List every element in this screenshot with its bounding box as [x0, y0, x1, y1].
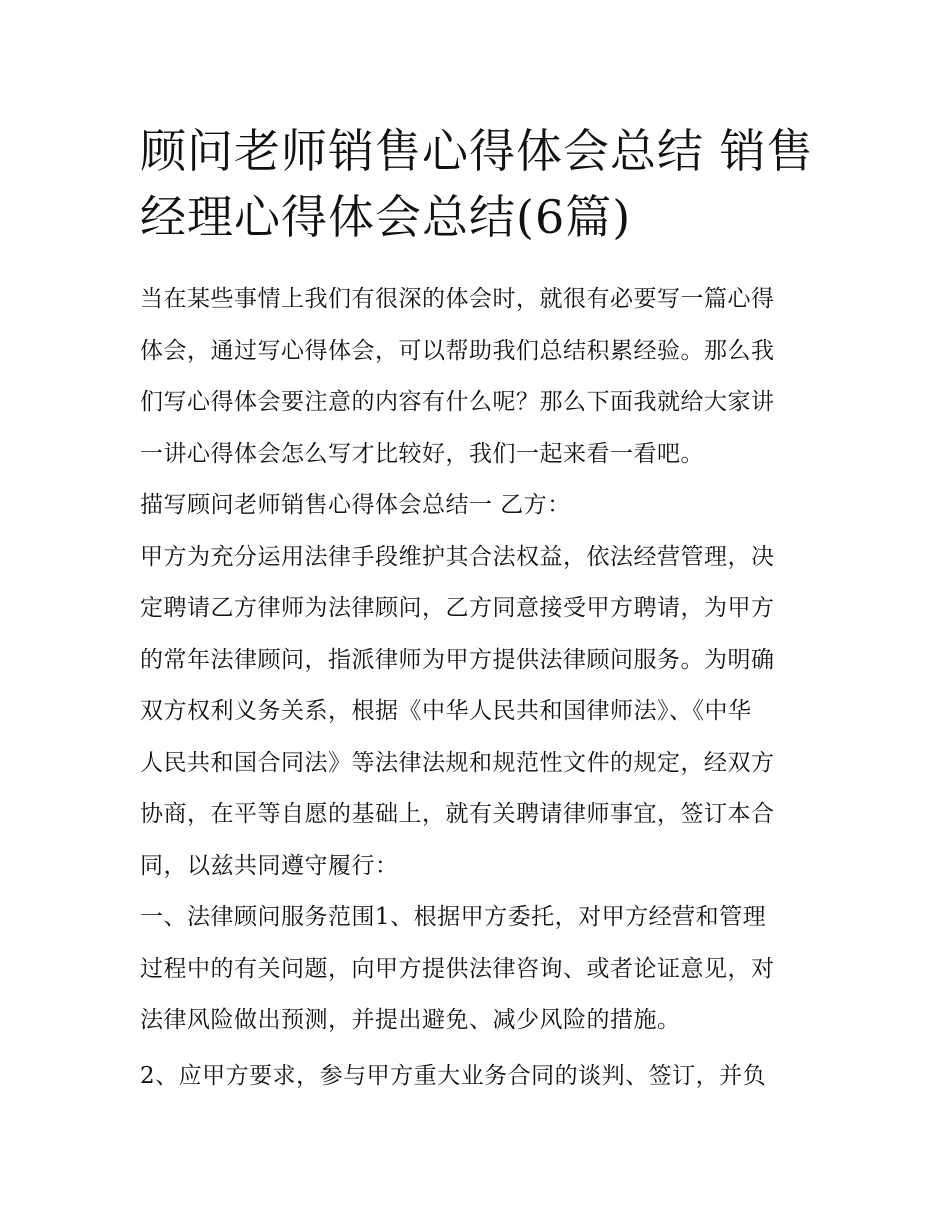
body-line: 甲方为充分运用法律手段维护其合法权益，依法经营管理，决: [140, 543, 775, 570]
body-line: 人民共和国合同法》等法律法规和规范性文件的规定，经双方: [140, 749, 775, 776]
body-line: 体会，通过写心得体会，可以帮助我们总结积累经验。那么我: [140, 337, 775, 364]
body-line: 2、应甲方要求，参与甲方重大业务合同的谈判、签订，并负: [140, 1062, 767, 1089]
body-line: 协商，在平等自愿的基础上，就有关聘请律师事宜，签订本合: [140, 801, 775, 827]
body-line: 法律风险做出预测，并提出避免、减少风险的措施。: [140, 1007, 681, 1033]
body-line: 定聘请乙方律师为法律顾问，乙方同意接受甲方聘请，为甲方: [140, 595, 775, 621]
body-line: 的常年法律顾问，指派律师为甲方提供法律顾问服务。为明确: [140, 646, 775, 673]
body-line: 一、法律顾问服务范围1、根据甲方委托，对甲方经营和管理: [140, 904, 767, 930]
body-line: 描写顾问老师销售心得体会总结一 乙方：: [140, 492, 571, 518]
body-line: 同，以兹共同遵守履行：: [140, 852, 399, 879]
document-body: [140, 274, 820, 1102]
body-line: 一讲心得体会怎么写才比较好，我们一起来看一看吧。: [140, 440, 704, 467]
document-title: 顾问老师销售心得体会总结 销售经理心得体会总结(6篇): [140, 124, 814, 244]
body-line: 当在某些事情上我们有很深的体会时，就很有必要写一篇心得: [140, 286, 775, 312]
document-page: [140, 118, 820, 1102]
body-line: 们写心得体会要注意的内容有什么呢？那么下面我就给大家讲: [140, 389, 775, 415]
body-line: 过程中的有关问题，向甲方提供法律咨询、或者论证意见，对: [140, 955, 775, 982]
body-line: 双方权利义务关系，根据《中华人民共和国律师法》、《中华: [140, 698, 752, 724]
